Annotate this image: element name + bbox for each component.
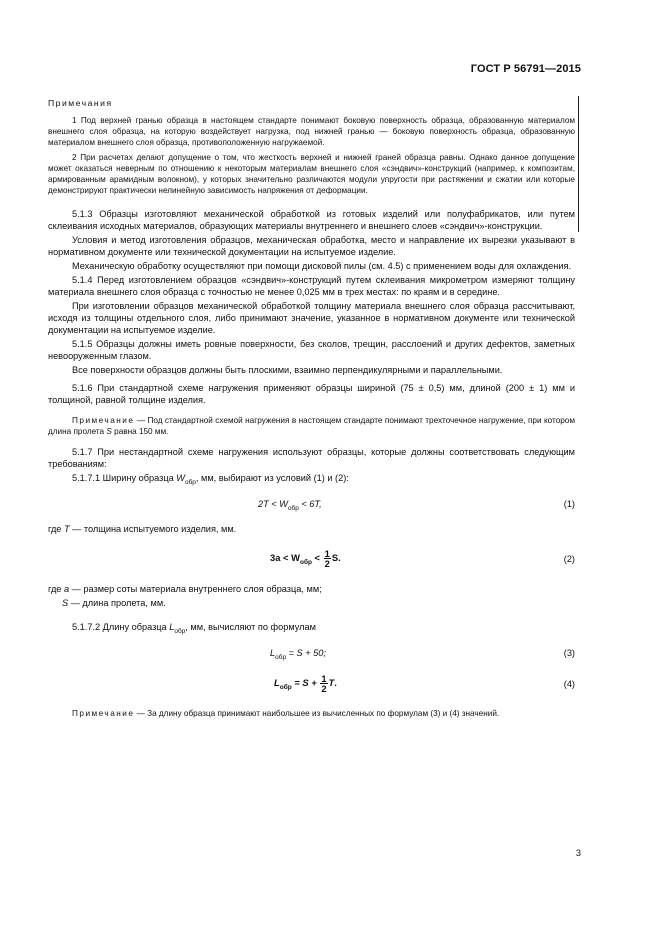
formula-number: (4) bbox=[563, 679, 575, 689]
clause-5-1-4-b: При изготовлении образцов механической обработкой толщину материала внешнего слоя образца рассчитывают, исходя из толщины отдельного слоя, либо принимают значение, указанное в нормативном документе или технической документации на испытуемое изделие. bbox=[48, 301, 575, 335]
clause-5-1-3-c: Механическую обработку осуществляют при помощи дисковой пилы (см. 4.5) с применением воды для охлаждения. bbox=[72, 261, 572, 271]
note-standard-loading: Примечание — Под стандартной схемой нагружения в настоящем стандарте понимают трехточечное нагружение, при котором длина пролета S равна 150 мм. bbox=[48, 416, 575, 436]
clause-5-1-3: 5.1.3 Образцы изготовляют механической обработкой из готовых изделий или полуфабрикатов, или путем склеивания исходных материалов, образующих материалы внутреннего и внешнего слоев «сэндвич»-конструкции. bbox=[48, 209, 575, 231]
clause-5-1-5-b: Все поверхности образцов должны быть плоскими, взаимно перпендикулярными и параллельными. bbox=[72, 365, 503, 375]
clause-5-1-6: 5.1.6 При стандартной схеме нагружения применяют образцы шириной (75 ± 0,5) мм, длиной (200 ± 1) мм и толщиной, равной толщине изделия. bbox=[48, 383, 575, 405]
note-label: Примечание bbox=[72, 709, 135, 718]
notes-heading: Примечания bbox=[48, 98, 113, 108]
formula-3: $L_{обр} = S + 50$; (3) bbox=[270, 648, 575, 661]
clause-5-1-5: 5.1.5 Образцы должны иметь ровные поверхности, без сколов, трещин, расслоений и других дефектов, заметных невооруженным глазом. bbox=[48, 339, 575, 361]
where-T: где T — толщина испытуемого изделия, мм. bbox=[48, 524, 237, 534]
note-label: Примечание bbox=[72, 416, 135, 425]
clause-5-1-7-2: 5.1.7.2 Длину образца $L_{обр}$, мм, вычисляют по формулам bbox=[72, 622, 316, 635]
formula-number: (3) bbox=[563, 648, 575, 658]
note-specimen-length: Примечание — За длину образца принимают наибольшее из вычисленных по формулам (3) и (4) значений. bbox=[72, 709, 500, 718]
formula-number: (2) bbox=[563, 554, 575, 564]
formula-1: $2T < W_{обр} < 6T$, (1) bbox=[258, 499, 575, 512]
clause-5-1-3-b: Условия и метод изготовления образцов, механическая обработка, место и направление их вырезки указывают в нормативном документе или технической документации на испытуемое изделие. bbox=[48, 235, 575, 257]
formula-2: $3a < W_{обр}$ < $\frac{1}{2}$ S. (2) bbox=[270, 548, 575, 569]
clause-5-1-7-1: 5.1.7.1 Ширину образца $W_{обр}$, мм, выбирают из условий (1) и (2): bbox=[72, 473, 349, 486]
clause-5-1-4: 5.1.4 Перед изготовлением образцов «сэндвич»-конструкций путем склеивания микрометром измеряют толщину материала внешнего слоя образца с точностью не менее 0,025 мм в трех местах: по краям и в середине. bbox=[48, 275, 575, 297]
page-header-title: ГОСТ Р 56791—2015 bbox=[470, 63, 581, 75]
fraction-one-half: $\frac{1}{2}$ bbox=[324, 548, 330, 569]
fraction-one-half: $\frac{1}{2}$ bbox=[321, 673, 327, 694]
where-S: S — длина пролета, мм. bbox=[62, 598, 166, 608]
page-content bbox=[48, 97, 575, 719]
note-2: 2 При расчетах делают допущение о том, что жесткость верхней и нижней граней образца равны. Однако данное допущение может оказаться неверным по отношению к некоторым материалам внешнего слоя «сэндвич»-конструкций (например, к композитам, армированным арамидным волокном), у которых значительно различаются модули упругости при растяжении и сжатии или которые демонстрируют практически нелинейную зависимость напряжения от деформации. bbox=[48, 153, 575, 195]
formula-4: $L_{обр} = S$ + $\frac{1}{2}$ T. (4) bbox=[274, 673, 575, 694]
revision-margin-bar bbox=[578, 96, 579, 232]
clause-5-1-7: 5.1.7 При нестандартной схеме нагружения используют образцы, которые должны соответствовать следующим требованиям: bbox=[48, 447, 575, 469]
page-number: 3 bbox=[575, 848, 581, 858]
formula-number: (1) bbox=[563, 499, 575, 509]
where-a: где a — размер соты материала внутреннего слоя образца, мм; bbox=[48, 584, 322, 594]
note-1: 1 Под верхней гранью образца в настоящем стандарте понимают боковую поверхность образца, образованную материалом внешнего слоя образца, на которую воздействует нагрузка, под нижней гранью — боковую поверхность образца, образованную материалом внешнего слоя образца, противоположенную нагружаемой. bbox=[48, 116, 575, 147]
